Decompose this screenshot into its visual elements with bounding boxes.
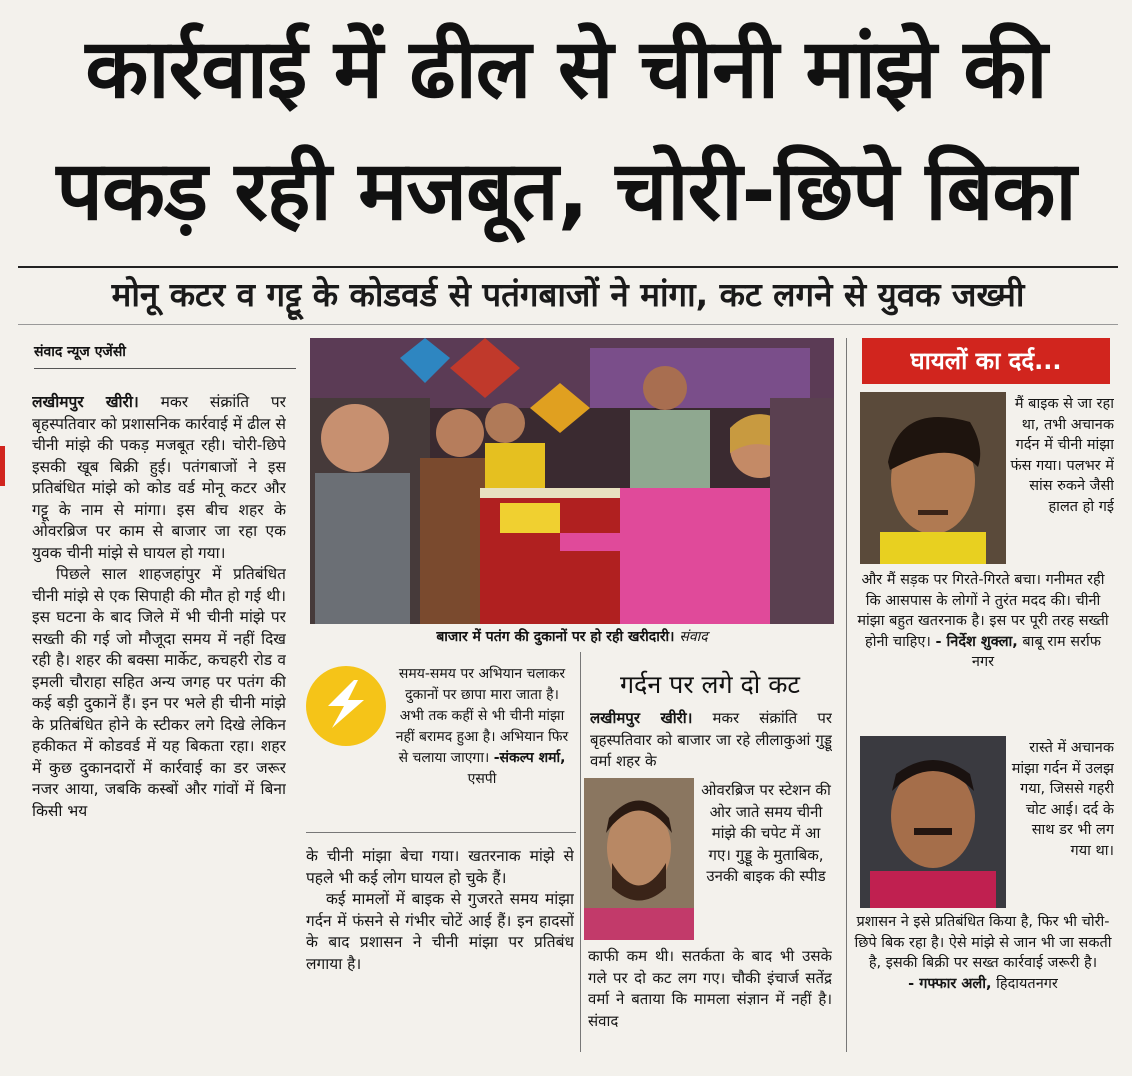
side-story-side: ओवरब्रिज पर स्टेशन की ओर जाते समय चीनी मांझे की चपेट में आ गए। गुड्डू के मुताबिक, उनकी बाइक की स्पीड (701, 781, 831, 885)
quote-1-bottom (852, 570, 1114, 673)
guddu-verma-portrait (584, 778, 694, 940)
headline-line-1: कार्रवाई में ढील से चीनी मांझे की (85, 22, 1047, 117)
side-text-bottom: काफी कम थी। सतर्कता के बाद भी उसके गले पर दो कट लग गए। चौकी इंचार्ज सतेंद्र वर्मा ने बताया कि मामला संज्ञान में नहीं है। (588, 947, 832, 1008)
kite-shop-photo (310, 338, 834, 624)
sp-quote-author: -संकल्प शर्मा, (493, 750, 566, 766)
column-separator (580, 652, 581, 1052)
page-edge-mark (0, 446, 5, 486)
nirdesh-shukla-portrait (860, 392, 1006, 564)
side-story-top (590, 708, 832, 774)
quote-1-side: मैं बाइक से जा रहा था, तभी अचानक गर्दन में चीनी मांझा फंस गया। पलभर में सांस रुकने जैसी हालत हो गई (1010, 396, 1114, 515)
photo-caption-credit: संवाद (679, 629, 708, 645)
byline: संवाद न्यूज एजेंसी (34, 344, 126, 360)
photo-caption-text: बाजार में पतंग की दुकानों पर हो रही खरीदारी। (436, 629, 675, 645)
side-text-top: मकर संक्रांति पर बृहस्पतिवार को बाजार जा रहे लीलाकुआं गुड्डू वर्मा शहर के (590, 709, 832, 770)
quote-1-author: - निर्देश शुक्ला, (935, 633, 1018, 650)
subhead-rule (18, 324, 1118, 325)
quote-2-place: हिदायतनगर (996, 975, 1058, 992)
gaffar-ali-portrait (860, 736, 1006, 908)
main-para-4: कई मामलों में बाइक से गुजरते समय मांझा गर्दन में फंसने से गंभीर चोटें आई हैं। इन हादसों के बाद प्रशासन ने चीनी मांझा पर प्रतिबंध लगाया है। (306, 890, 574, 973)
side-dateline: लखीमपुर खीरी। (590, 709, 693, 727)
byline-rule (34, 368, 296, 369)
side-story-heading: गर्दन पर लगे दो कट (619, 670, 800, 699)
side-story-bottom (588, 946, 832, 1046)
main-para-3: के चीनी मांझा बेचा गया। खतरनाक मांझे से पहले भी कई लोग घायल हो चुके हैं। (306, 847, 574, 887)
main-dateline: लखीमपुर खीरी। (32, 393, 139, 411)
injured-pain-badge: घायलों का दर्द... (862, 338, 1110, 384)
quote-1-place: बाबू राम सर्राफ नगर (971, 633, 1101, 670)
sidebar-separator (846, 338, 847, 1052)
main-para-1: मकर संक्रांति पर बृहस्पतिवार को प्रशासनिक कार्रवाई में ढील से चीनी मांझे की पकड़ मजबूत रही। चोरी-छिपे इसकी खूब बिक्री हुई। पतंगबाजों ने इस प्रतिबंधित मांझे को कोड वर्ड मोनू कटर और गट्टू के नाम से मांगा। इस बीच शहर के ओवरब्रिज पर काम से बाजार जा रहा एक युवक चीनी मांझे से घायल हो गया। (32, 393, 286, 562)
main-story-column-2 (306, 846, 574, 1060)
sp-quote-designation: एसपी (467, 771, 497, 787)
sp-quote (392, 664, 572, 790)
guddu-verma-photo (584, 778, 694, 940)
kite-shop-photo-image (310, 338, 834, 624)
sp-logo-icon (306, 666, 386, 746)
sp-quote-rule (306, 832, 576, 833)
main-story-column-1 (32, 392, 286, 1062)
gaffar-ali-photo (860, 736, 1006, 908)
sp-quote-text: समय-समय पर अभियान चलाकर दुकानों पर छापा मारा जाता है। अभी तक कहीं से भी चीनी मांझा नहीं बरामद हुआ है। अभियान फिर से चलाया जाएगा। (395, 666, 569, 766)
subheadline: मोनू कटर व गट्टू के कोडवर्ड से पतंगबाजों ने मांगा, कट लगने से युवक जख्मी (111, 275, 1025, 314)
headline-line-2: पकड़ रही मजबूत, चोरी-छिपे बिका (56, 144, 1076, 239)
photo-caption (312, 624, 832, 650)
nirdesh-shukla-photo (860, 392, 1006, 564)
main-para-2: पिछले साल शाहजहांपुर में प्रतिबंधित चीनी मांझे से एक सिपाही की मौत हो गई थी। इस घटना के बाद जिले में भी चीनी मांझे पर सख्ती की गई जो मौजूदा समय में नहीं दिख रही है। शहर की बक्सा मार्केट, कचहरी रोड व इमली चौराहा सहित अन्य जगह पर पतंग की कई बड़ी दुकानें हैं। इन पर भले ही चीनी मांझे के प्रतिबंधित होने के स्टीकर लगे दिखे लेकिन हकीकत में कोडवर्ड में यह बिकता रहा। शहर में कुछ दुकानदारों में कार्रवाई का डर जरूर नजर आया, जबकि कस्बों और गांवों में बिना किसी भय (32, 565, 286, 820)
sp-logo-glyph (306, 666, 386, 746)
quote-1-text: और मैं सड़क पर गिरते-गिरते बचा। गनीमत रही कि आसपास के लोगों ने तुरंत मदद की। चीनी मांझा बहुत खतरनाक है। इस पर पूरी तरह सख्ती होनी चाहिए। (857, 572, 1109, 650)
quote-2-text: प्रशासन ने इसे प्रतिबंधित किया है, फिर भी चोरी-छिपे बिक रहा है। ऐसे मांझे से जान भी जा सकती है, इसकी बिक्री पर सख्त कार्रवाई जरूरी है। (854, 914, 1112, 971)
quote-2-side: रास्ते में अचानक मांझा गर्दन में उलझ गया, जिससे गहरी चोट आई। दर्द के साथ डर भी लग गया था। (1011, 740, 1114, 859)
headline-rule (18, 266, 1118, 268)
quote-2-bottom (852, 912, 1114, 994)
side-credit: संवाद (588, 1011, 619, 1030)
quote-2-author: - गफ्फार अली, (908, 975, 992, 992)
